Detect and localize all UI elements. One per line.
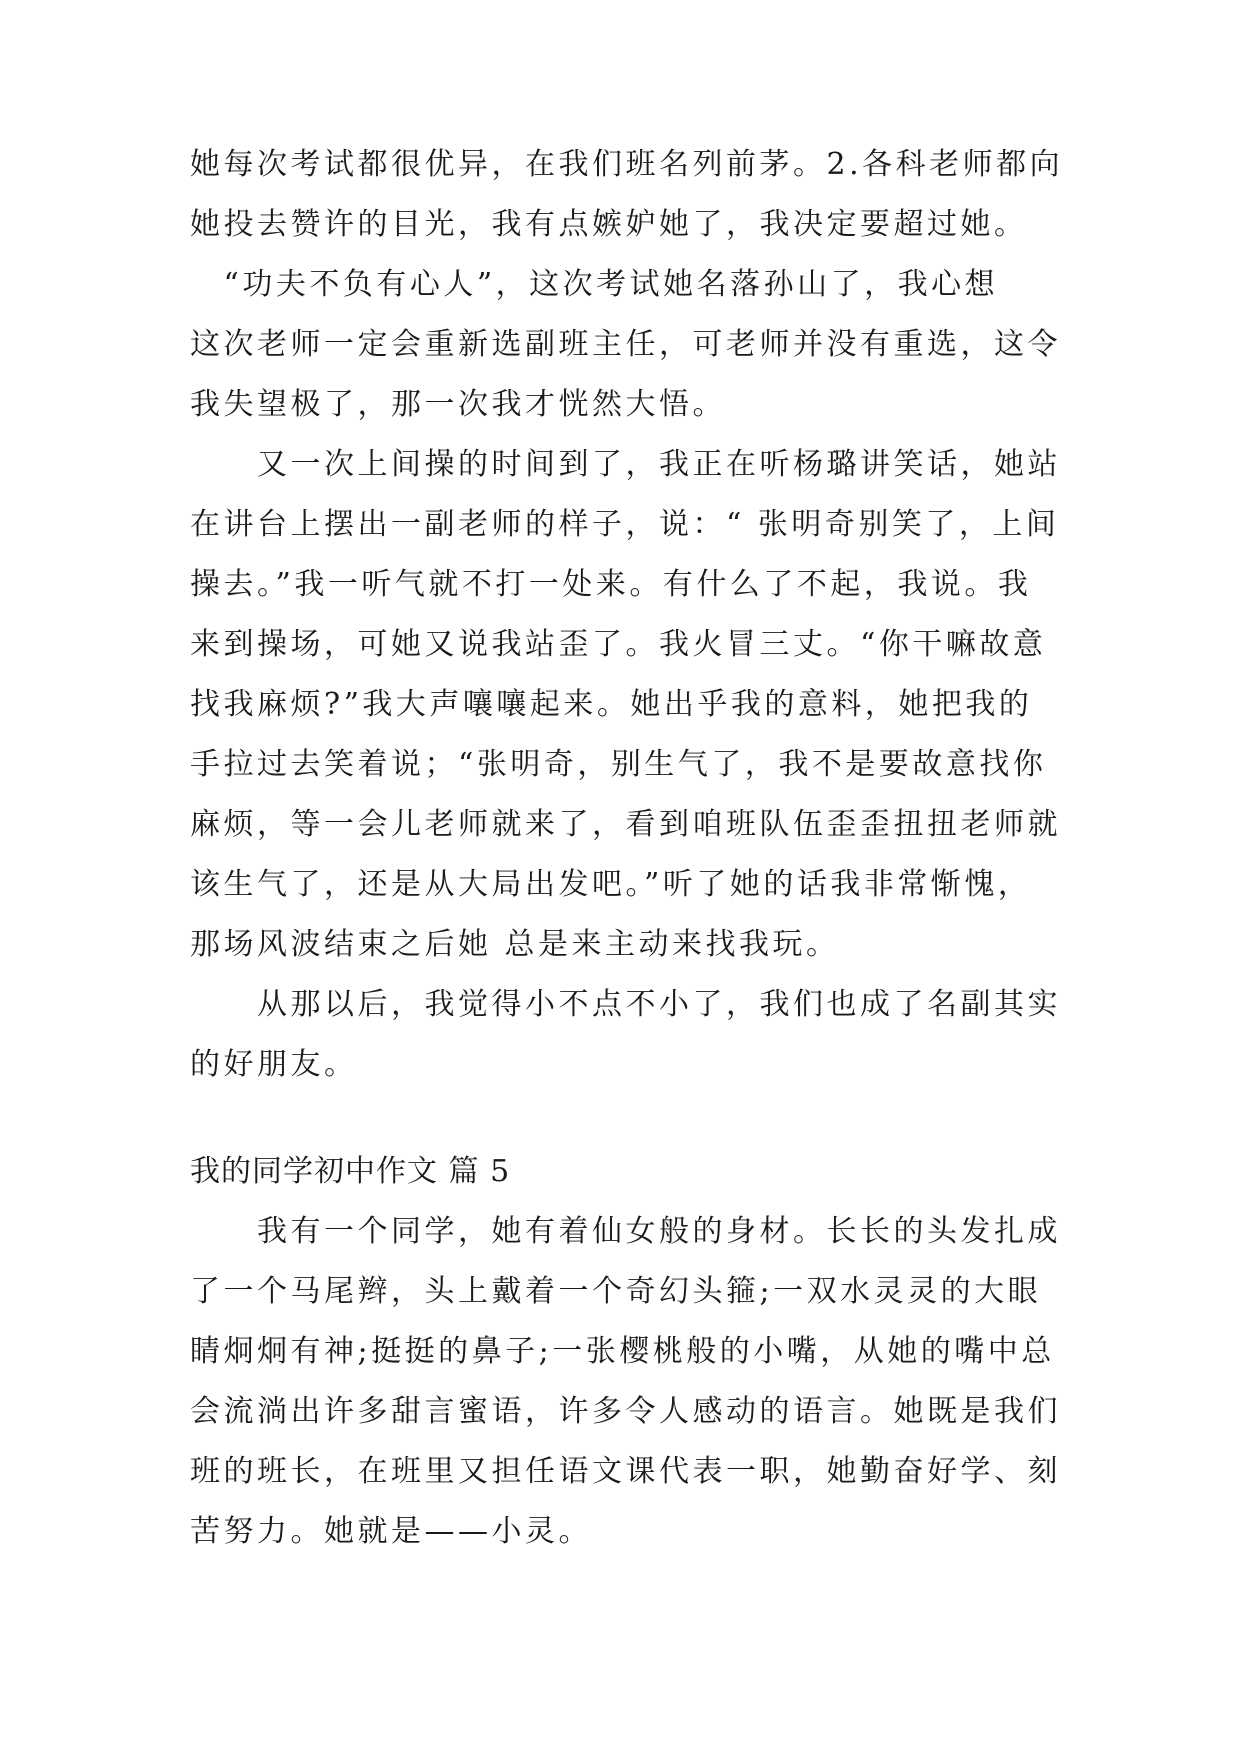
section-title: 我的同学初中作文 篇 5 bbox=[190, 1154, 511, 1189]
text-line: 操去。”我一听气就不打一处来。有什么了不起，我说。我 bbox=[190, 567, 1032, 602]
text-line: 手拉过去笑着说；“张明奇，别生气了，我不是要故意找你 bbox=[190, 747, 1047, 782]
text-line: 又一次上间操的时间到了，我正在听杨璐讲笑话，她站 bbox=[190, 447, 1061, 482]
text-line: 来到操场，可她又说我站歪了。我火冒三丈。“你干嘛故意 bbox=[190, 627, 1047, 662]
essay-body-part2 bbox=[190, 1202, 1061, 1562]
text-line: 我失望极了，那一次我才恍然大悟。 bbox=[190, 387, 726, 422]
text-line: 我有一个同学，她有着仙女般的身材。长长的头发扎成 bbox=[190, 1214, 1061, 1249]
text-line: 她投去赞许的目光，我有点嫉妒她了，我决定要超过她。 bbox=[190, 207, 1028, 242]
text-line: 苦努力。她就是——小灵。 bbox=[190, 1514, 592, 1549]
text-line: 她每次考试都很优异，在我们班名列前茅。2.各科老师都向 bbox=[190, 147, 1064, 182]
text-line: 这次老师一定会重新选副班主任，可老师并没有重选，这令 bbox=[190, 327, 1061, 362]
text-line: 麻烦，等一会儿老师就来了，看到咱班队伍歪歪扭扭老师就 bbox=[190, 807, 1061, 842]
text-line: 睛炯炯有神;挺挺的鼻子;一张樱桃般的小嘴，从她的嘴中总 bbox=[190, 1334, 1055, 1369]
text-line: 了一个马尾辫，头上戴着一个奇幻头箍;一双水灵灵的大眼 bbox=[190, 1274, 1042, 1309]
text-line: 在讲台上摆出一副老师的样子，说：“ 张明奇别笑了，上间 bbox=[190, 507, 1060, 542]
text-line: 该生气了，还是从大局出发吧。”听了她的话我非常惭愧， bbox=[190, 867, 1032, 902]
essay-body-part1 bbox=[190, 135, 1064, 1095]
text-line: 从那以后，我觉得小不点不小了，我们也成了名副其实 bbox=[190, 987, 1061, 1022]
text-line: “功夫不负有心人”，这次考试她名落孙山了，我心想 bbox=[190, 267, 999, 302]
text-line: 班的班长，在班里又担任语文课代表一职，她勤奋好学、刻 bbox=[190, 1454, 1061, 1489]
text-line: 的好朋友。 bbox=[190, 1047, 358, 1082]
text-line: 那场风波结束之后她 总是来主动来找我玩。 bbox=[190, 927, 840, 962]
text-line: 会流淌出许多甜言蜜语，许多令人感动的语言。她既是我们 bbox=[190, 1394, 1061, 1429]
text-line: 找我麻烦?”我大声嚷嚷起来。她出乎我的意料，她把我的 bbox=[190, 687, 1033, 722]
